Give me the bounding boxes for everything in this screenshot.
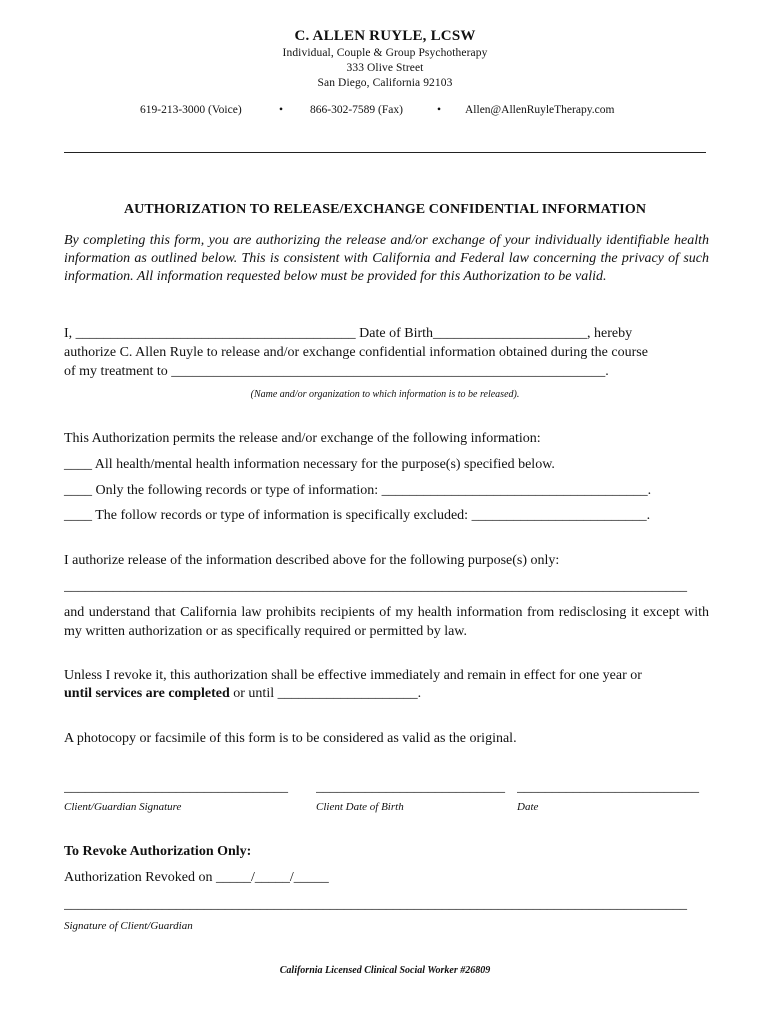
revoke-heading: To Revoke Authorization Only: bbox=[64, 844, 252, 859]
redisclosure-notice: and understand that California law prohibits recipients of my health information from redisclosing it except with my written authorization or as specifically required or permitted by law. bbox=[64, 605, 709, 639]
client-dob-line[interactable]: ___________________________ bbox=[316, 780, 505, 795]
services-completed-text: until services are completed bbox=[64, 686, 230, 701]
until-date-blank[interactable]: or until ____________________. bbox=[229, 686, 422, 701]
header-divider bbox=[64, 152, 706, 153]
purpose-heading: I authorize release of the information described above for the following purpose(s) only: bbox=[64, 553, 560, 568]
city-address: San Diego, California 92103 bbox=[317, 77, 453, 89]
authorize-line-2: authorize C. Allen Ruyle to release and/or exchange confidential information obtained during the course bbox=[64, 345, 648, 360]
recipient-caption: (Name and/or organization to which information is to be released). bbox=[250, 389, 520, 400]
practitioner-name: C. ALLEN RUYLE, LCSW bbox=[294, 28, 476, 44]
phone-number: 619-213-3000 (Voice) bbox=[140, 104, 242, 116]
date-label: Date bbox=[517, 801, 539, 813]
street-address: 333 Olive Street bbox=[346, 62, 424, 74]
fax-number: 866-302-7589 (Fax) bbox=[310, 104, 403, 116]
practice-type: Individual, Couple & Group Psychotherapy bbox=[282, 47, 488, 59]
intro-paragraph: By completing this form, you are authorizing the release and/or exchange of your individually identifiable health information as outlined below. This is consistent with California and Federal law concerning the privacy of such information. All information requested below must be provided for this Authorization to be valid. bbox=[64, 233, 709, 284]
revoke-signature-label: Signature of Client/Guardian bbox=[64, 920, 193, 932]
authorize-line-recipient[interactable]: of my treatment to ______________________________________________________________. bbox=[64, 364, 609, 379]
effective-clause-line-2[interactable] bbox=[64, 686, 709, 702]
permit-option-all[interactable]: ____ All health/mental health information necessary for the purpose(s) specified below. bbox=[64, 457, 555, 472]
permit-option-excluded[interactable]: ____ The follow records or type of information is specifically excluded: _________________________. bbox=[64, 508, 651, 523]
effective-clause-line-1: Unless I revoke it, this authorization shall be effective immediately and remain in effect for one year or bbox=[64, 668, 642, 683]
email-address: Allen@AllenRuyleTherapy.com bbox=[465, 104, 615, 116]
date-line[interactable]: __________________________ bbox=[517, 780, 699, 795]
revoked-on-date[interactable]: Authorization Revoked on _____/_____/_____ bbox=[64, 870, 329, 885]
authorize-line-name-dob[interactable]: I, ________________________________________ Date of Birth______________________, hereby bbox=[64, 326, 633, 341]
revoke-signature-line[interactable]: _________________________________________________________________________________________ bbox=[64, 897, 687, 912]
contact-separator-2: • bbox=[437, 104, 442, 116]
license-footer: California Licensed Clinical Social Worker #26809 bbox=[279, 965, 491, 976]
client-dob-label: Client Date of Birth bbox=[316, 801, 404, 813]
contact-separator-1: • bbox=[279, 104, 284, 116]
form-title: AUTHORIZATION TO RELEASE/EXCHANGE CONFIDENTIAL INFORMATION bbox=[123, 202, 647, 217]
purpose-blank-line[interactable]: _________________________________________________________________________________________ bbox=[64, 579, 687, 594]
permit-option-only[interactable]: ____ Only the following records or type of information: ______________________________________. bbox=[64, 483, 652, 498]
permits-heading: This Authorization permits the release and/or exchange of the following information: bbox=[64, 431, 541, 446]
photocopy-statement: A photocopy or facsimile of this form is to be considered as valid as the original. bbox=[64, 731, 517, 746]
signature-label: Client/Guardian Signature bbox=[64, 801, 182, 813]
signature-line[interactable]: ________________________________ bbox=[64, 780, 288, 795]
